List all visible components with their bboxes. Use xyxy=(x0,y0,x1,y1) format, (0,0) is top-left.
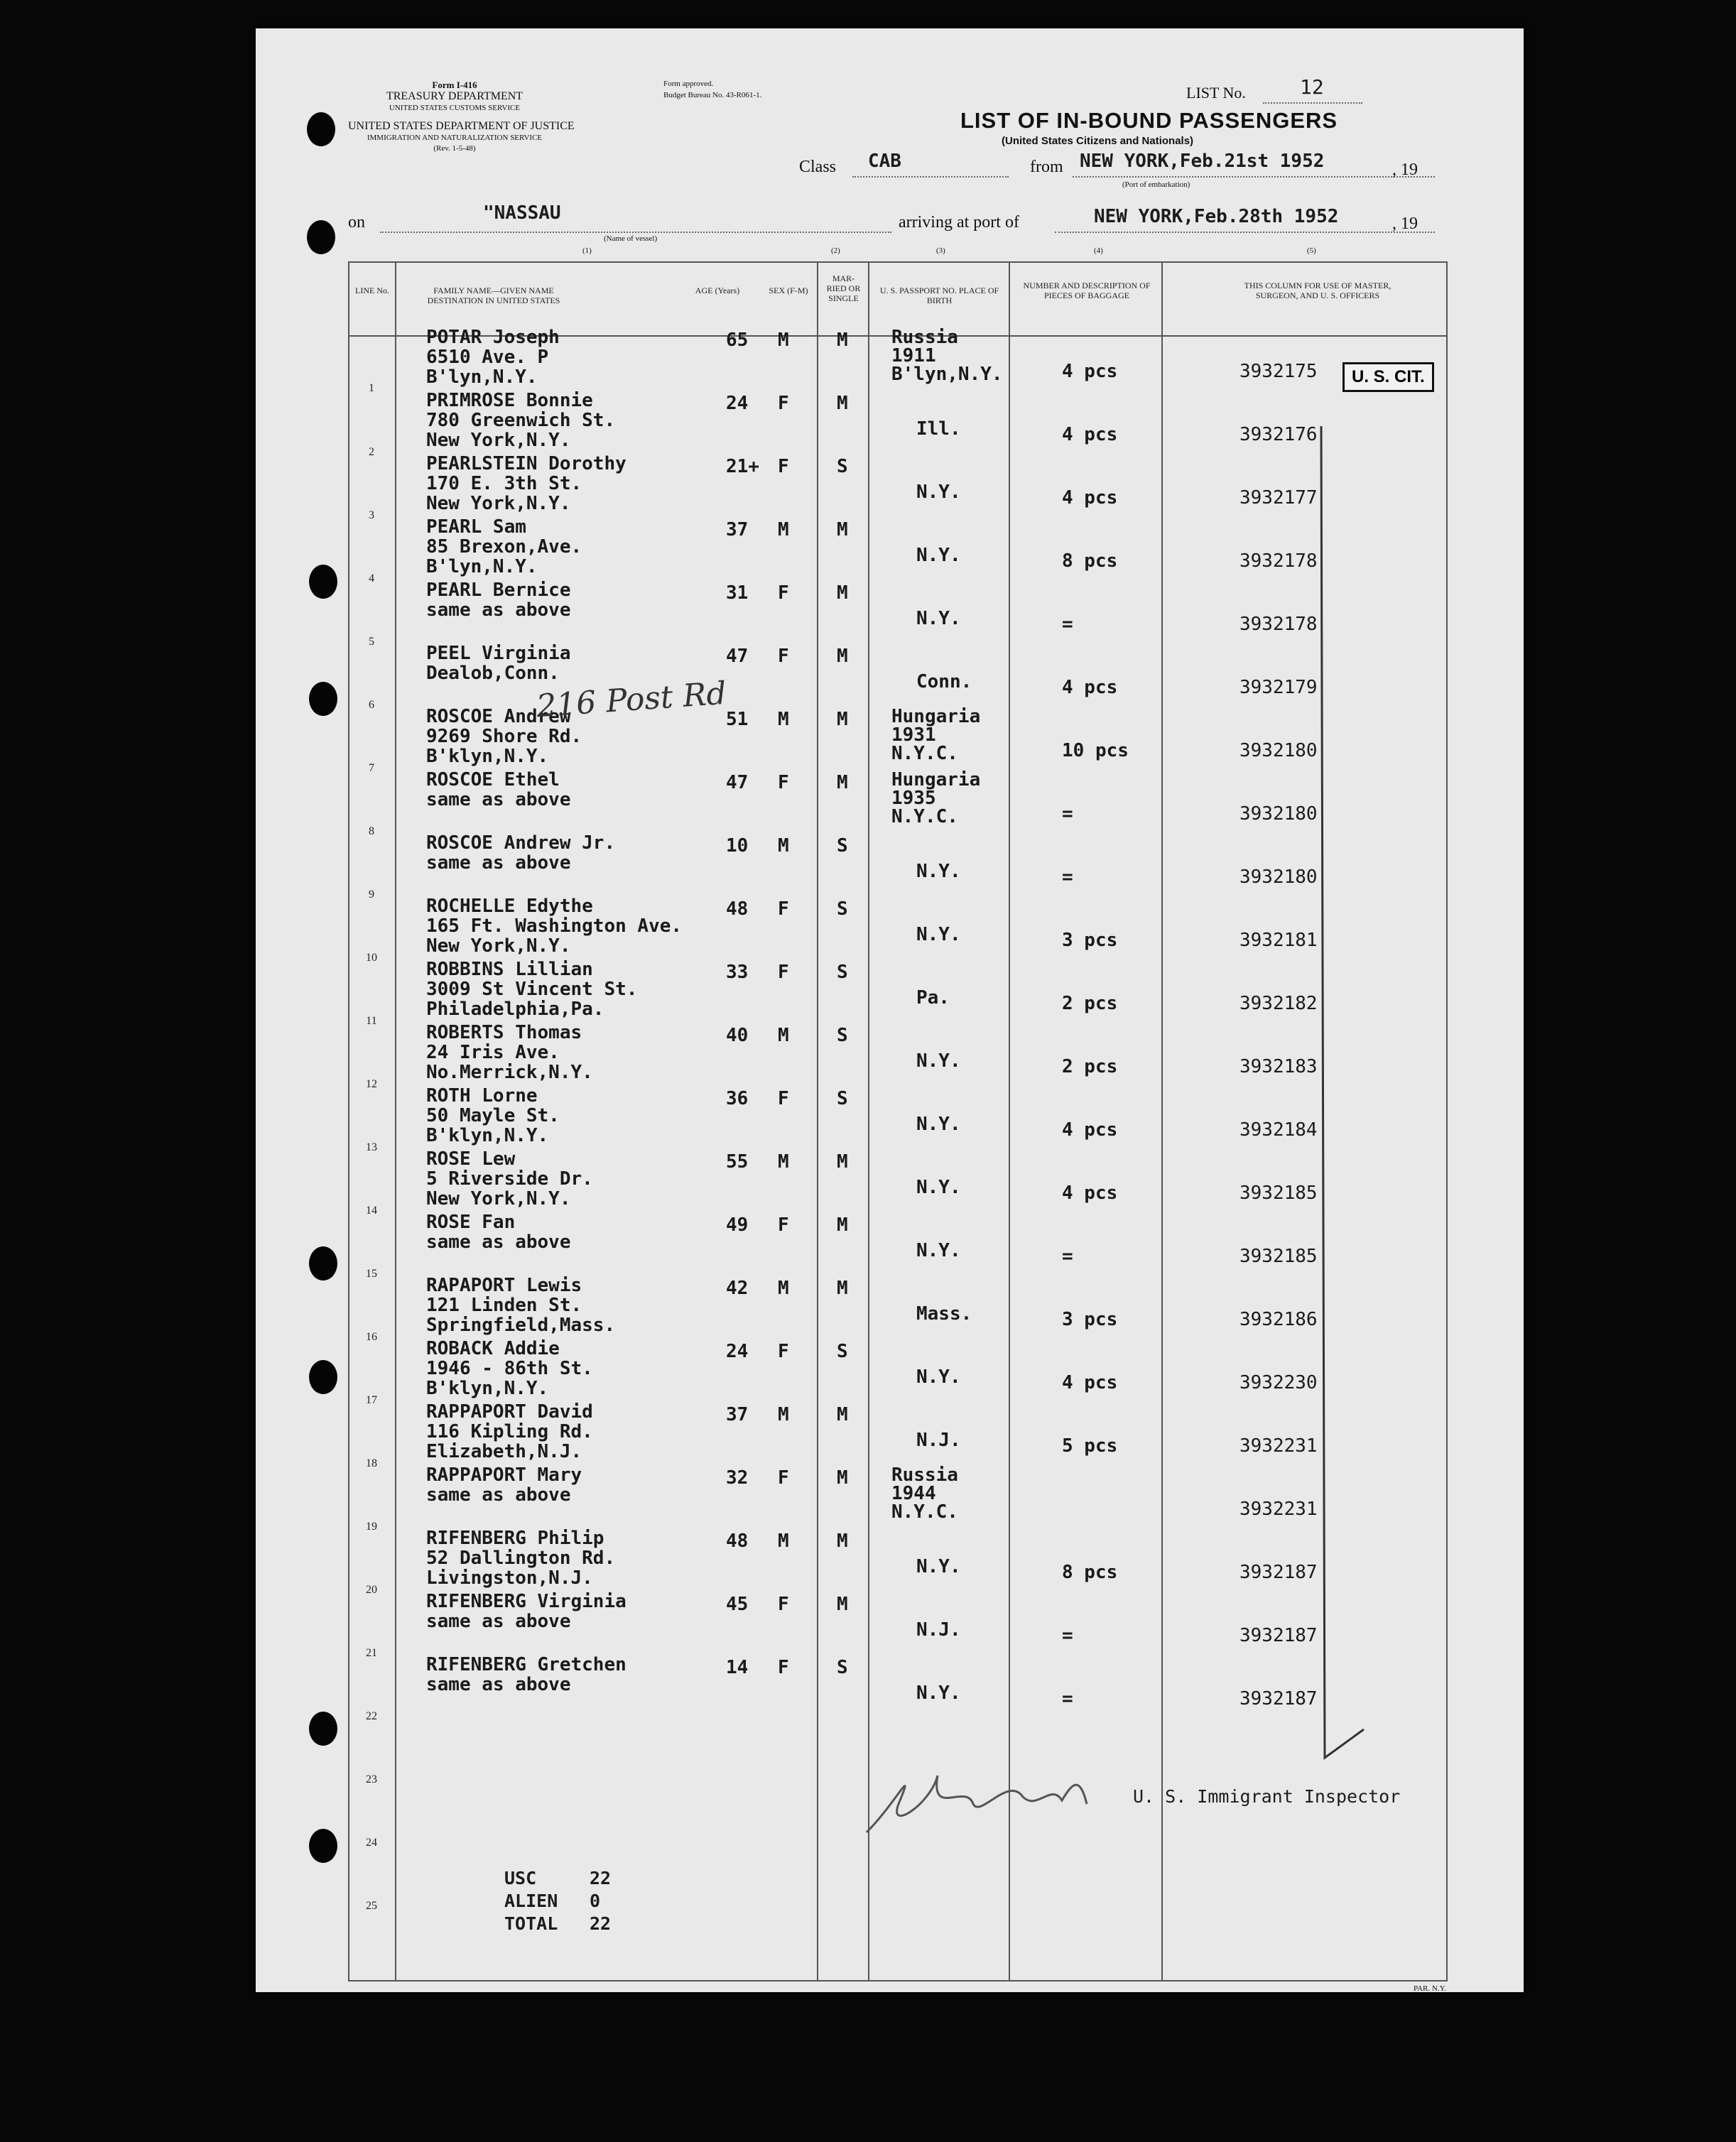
arriving-value: NEW YORK,Feb.28th 1952 xyxy=(1094,206,1339,227)
passenger-name: ROSE Lew xyxy=(426,1148,516,1170)
passenger-address: same as above xyxy=(426,1611,571,1632)
passenger-name: ROSE Fan xyxy=(426,1212,516,1233)
passenger-birthplace: Hungaria xyxy=(891,769,981,790)
manifest-sheet xyxy=(256,28,1524,1992)
col-num-5: (5) xyxy=(1307,246,1316,255)
passenger-marital: M xyxy=(837,646,848,667)
passenger-age: 37 xyxy=(726,519,749,540)
passenger-age: 48 xyxy=(726,1531,749,1552)
passenger-sex: M xyxy=(778,330,789,351)
passenger-birthplace: N.J. xyxy=(916,1619,961,1641)
passenger-age: 10 xyxy=(726,835,749,857)
from-year: , 19 xyxy=(1392,161,1418,179)
on-label: on xyxy=(348,213,365,232)
passenger-birthplace: Mass. xyxy=(916,1303,972,1325)
col-num-2: (2) xyxy=(831,246,840,255)
passenger-address: Livingston,N.J. xyxy=(426,1567,593,1589)
passenger-name: PEARL Bernice xyxy=(426,580,571,601)
line-number: 2 xyxy=(369,446,374,458)
passenger-address: No.Merrick,N.Y. xyxy=(426,1062,593,1083)
passenger-age: 42 xyxy=(726,1278,749,1299)
passenger-birthplace: N.Y. xyxy=(916,1366,961,1388)
passenger-sex: F xyxy=(778,898,789,920)
passenger-sex: F xyxy=(778,772,789,793)
passenger-address: 116 Kipling Rd. xyxy=(426,1421,593,1442)
line-number: 12 xyxy=(366,1078,377,1090)
passenger-baggage: = xyxy=(1062,1625,1073,1646)
passenger-baggage: = xyxy=(1062,1246,1073,1267)
passenger-record-no: 3932180 xyxy=(1239,866,1318,888)
passenger-age: 48 xyxy=(726,898,749,920)
passenger-record-no: 3932178 xyxy=(1239,550,1318,572)
line-number: 1 xyxy=(369,382,374,394)
line-number: 13 xyxy=(366,1141,377,1153)
passenger-name: RIFENBERG Virginia xyxy=(426,1591,626,1612)
passenger-birthplace: N.Y. xyxy=(916,1177,961,1198)
passenger-address: New York,N.Y. xyxy=(426,430,571,451)
passenger-record-no: 3932181 xyxy=(1239,930,1318,951)
passenger-age: 45 xyxy=(726,1594,749,1615)
passenger-baggage: 4 pcs xyxy=(1062,1372,1118,1393)
passenger-marital: M xyxy=(837,330,848,351)
passenger-name: ROBERTS Thomas xyxy=(426,1022,582,1043)
passenger-sex: M xyxy=(778,1531,789,1552)
class-value: CAB xyxy=(868,151,901,172)
passenger-birthplace: N.Y. xyxy=(916,1240,961,1261)
line-number: 14 xyxy=(366,1205,377,1217)
vessel-name: "NASSAU xyxy=(483,202,561,224)
passenger-name: PEEL Virginia xyxy=(426,643,571,664)
header-baggage: NUMBER AND DESCRIPTION OF PIECES OF BAGGAGE xyxy=(1023,281,1151,300)
passenger-marital: M xyxy=(837,582,848,604)
line-number: 6 xyxy=(369,699,374,711)
passenger-address: 50 Mayle St. xyxy=(426,1105,560,1126)
passenger-address: B'klyn,N.Y. xyxy=(426,1125,549,1146)
total-alien-label: ALIEN xyxy=(504,1891,558,1911)
passenger-address: 170 E. 3th St. xyxy=(426,473,582,494)
passenger-sex: F xyxy=(778,1594,789,1615)
passenger-age: 65 xyxy=(726,330,749,351)
arriving-year: , 19 xyxy=(1392,214,1418,233)
passenger-sex: F xyxy=(778,1467,789,1489)
col-num-3: (3) xyxy=(936,246,945,255)
punch-hole xyxy=(309,1829,337,1863)
passenger-sex: F xyxy=(778,1341,789,1362)
passenger-record-no: 3932186 xyxy=(1239,1309,1318,1330)
total-alien-value: 0 xyxy=(590,1891,601,1911)
passenger-birthplace: 1944 xyxy=(891,1483,936,1504)
passenger-sex: M xyxy=(778,709,789,730)
passenger-age: 33 xyxy=(726,962,749,983)
passenger-age: 21+ xyxy=(726,456,759,477)
passenger-birthplace: Ill. xyxy=(916,418,961,440)
inspector-title: U. S. Immigrant Inspector xyxy=(1133,1786,1401,1807)
budget-bureau: Budget Bureau No. 43-R061-1. xyxy=(663,91,762,99)
passenger-marital: S xyxy=(837,1088,848,1109)
col-num-1: (1) xyxy=(582,246,592,255)
passenger-sex: F xyxy=(778,1088,789,1109)
vessel-caption: (Name of vessel) xyxy=(604,234,658,243)
passenger-address: same as above xyxy=(426,1484,571,1506)
passenger-address: same as above xyxy=(426,789,571,810)
passenger-marital: S xyxy=(837,456,848,477)
passenger-marital: M xyxy=(837,1404,848,1425)
passenger-marital: M xyxy=(837,1278,848,1299)
passenger-name: ROBBINS Lillian xyxy=(426,959,593,980)
arriving-label: arriving at port of xyxy=(899,213,1019,232)
passenger-name: RIFENBERG Gretchen xyxy=(426,1654,626,1675)
passenger-marital: S xyxy=(837,962,848,983)
passenger-record-no: 3932178 xyxy=(1239,614,1318,635)
passenger-marital: M xyxy=(837,393,848,414)
passenger-record-no: 3932230 xyxy=(1239,1372,1318,1393)
passenger-name: ROSCOE Andrew xyxy=(426,706,571,727)
punch-hole xyxy=(307,112,335,146)
passenger-sex: F xyxy=(778,456,789,477)
passenger-age: 32 xyxy=(726,1467,749,1489)
printer-mark: PAR. N.Y. xyxy=(1414,1984,1446,1993)
from-value: NEW YORK,Feb.21st 1952 xyxy=(1080,151,1325,172)
passenger-record-no: 3932185 xyxy=(1239,1183,1318,1204)
passenger-baggage: 4 pcs xyxy=(1062,361,1118,382)
passenger-baggage: 4 pcs xyxy=(1062,487,1118,509)
passenger-address: same as above xyxy=(426,1232,571,1253)
passenger-address: 52 Dallington Rd. xyxy=(426,1548,616,1569)
passenger-age: 47 xyxy=(726,772,749,793)
passenger-birthplace: N.Y. xyxy=(916,1556,961,1577)
justice-dept: UNITED STATES DEPARTMENT OF JUSTICE xyxy=(348,120,575,132)
passenger-marital: S xyxy=(837,1341,848,1362)
passenger-sex: F xyxy=(778,962,789,983)
passenger-address: same as above xyxy=(426,1674,571,1695)
line-number: 23 xyxy=(366,1773,377,1785)
passenger-age: 14 xyxy=(726,1657,749,1678)
punch-hole xyxy=(309,682,337,716)
total-all-label: TOTAL xyxy=(504,1913,558,1934)
line-number: 22 xyxy=(366,1710,377,1722)
passenger-marital: M xyxy=(837,1151,848,1173)
passenger-address: same as above xyxy=(426,852,571,874)
us-citizen-stamp: U. S. CIT. xyxy=(1342,362,1434,392)
passenger-baggage: 10 pcs xyxy=(1062,740,1129,761)
passenger-address: New York,N.Y. xyxy=(426,493,571,514)
passenger-name: RIFENBERG Philip xyxy=(426,1528,604,1549)
passenger-birthplace: Hungaria xyxy=(891,706,981,727)
punch-hole xyxy=(309,1246,337,1281)
passenger-marital: S xyxy=(837,1657,848,1678)
passenger-marital: M xyxy=(837,1214,848,1236)
passenger-baggage: 8 pcs xyxy=(1062,550,1118,572)
line-number: 24 xyxy=(366,1837,377,1849)
total-all-value: 22 xyxy=(590,1913,612,1934)
passenger-marital: M xyxy=(837,519,848,540)
line-number: 15 xyxy=(366,1268,377,1280)
header-line-no: LINE No. xyxy=(355,286,389,295)
handwritten-note: 216 Post Rd xyxy=(535,675,728,725)
list-label: LIST No. xyxy=(1186,84,1246,102)
line-number: 25 xyxy=(366,1900,377,1912)
passenger-name: ROBACK Addie xyxy=(426,1338,560,1359)
port-embark-caption: (Port of embarkation) xyxy=(1122,180,1190,189)
passenger-birthplace: N.Y. xyxy=(916,608,961,629)
passenger-name: RAPPAPORT Mary xyxy=(426,1464,582,1486)
line-number: 3 xyxy=(369,509,374,521)
passenger-sex: M xyxy=(778,1278,789,1299)
punch-hole xyxy=(309,1360,337,1394)
from-label: from xyxy=(1030,158,1063,176)
passenger-sex: M xyxy=(778,1151,789,1173)
line-number: 8 xyxy=(369,825,374,837)
passenger-name: PEARL Sam xyxy=(426,516,526,538)
customs-service: UNITED STATES CUSTOMS SERVICE xyxy=(389,104,521,112)
form-number: Form I-416 xyxy=(432,80,477,90)
passenger-address: 24 Iris Ave. xyxy=(426,1042,560,1063)
passenger-baggage: 2 pcs xyxy=(1062,993,1118,1014)
passenger-age: 31 xyxy=(726,582,749,604)
passenger-record-no: 3932187 xyxy=(1239,1688,1318,1709)
line-number: 5 xyxy=(369,636,374,648)
passenger-record-no: 3932182 xyxy=(1239,993,1318,1014)
passenger-address: 6510 Ave. P xyxy=(426,347,549,368)
revision: (Rev. 1-5-48) xyxy=(433,144,476,153)
passenger-record-no: 3932177 xyxy=(1239,487,1318,509)
passenger-record-no: 3932180 xyxy=(1239,740,1318,761)
passenger-birthplace: N.Y. xyxy=(916,545,961,566)
passenger-address: 3009 St Vincent St. xyxy=(426,979,638,1000)
passenger-record-no: 3932179 xyxy=(1239,677,1318,698)
total-usc-label: USC xyxy=(504,1868,537,1888)
passenger-name: ROSCOE Ethel xyxy=(426,769,560,790)
passenger-age: 37 xyxy=(726,1404,749,1425)
passenger-birthplace: Conn. xyxy=(916,671,972,692)
passenger-address: Elizabeth,N.J. xyxy=(426,1441,582,1462)
passenger-age: 40 xyxy=(726,1025,749,1046)
passenger-address: Springfield,Mass. xyxy=(426,1315,616,1336)
passenger-baggage: 3 pcs xyxy=(1062,930,1118,951)
total-usc-value: 22 xyxy=(590,1868,612,1888)
passenger-address: 1946 - 86th St. xyxy=(426,1358,593,1379)
passenger-address: 121 Linden St. xyxy=(426,1295,582,1316)
passenger-name: ROTH Lorne xyxy=(426,1085,538,1107)
passenger-age: 24 xyxy=(726,1341,749,1362)
passenger-record-no: 3932184 xyxy=(1239,1119,1318,1141)
line-number: 18 xyxy=(366,1457,377,1469)
punch-hole xyxy=(307,220,335,254)
list-title: LIST OF IN-BOUND PASSENGERS xyxy=(960,108,1338,133)
treasury-dept: TREASURY DEPARTMENT xyxy=(386,90,523,102)
passenger-record-no: 3932187 xyxy=(1239,1562,1318,1583)
passenger-birthplace: 1911 xyxy=(891,345,936,366)
passenger-address: 85 Brexon,Ave. xyxy=(426,536,582,558)
passenger-record-no: 3932175 xyxy=(1239,361,1318,382)
passenger-birthplace: Pa. xyxy=(916,987,950,1009)
punch-hole xyxy=(309,565,337,599)
passenger-baggage: = xyxy=(1062,803,1073,825)
passenger-address: 165 Ft. Washington Ave. xyxy=(426,915,683,937)
passenger-record-no: 3932176 xyxy=(1239,424,1318,445)
passenger-address: New York,N.Y. xyxy=(426,1188,571,1209)
passenger-marital: S xyxy=(837,835,848,857)
passenger-baggage: = xyxy=(1062,1688,1073,1709)
passenger-baggage: 4 pcs xyxy=(1062,677,1118,698)
passenger-age: 51 xyxy=(726,709,749,730)
header-officers: THIS COLUMN FOR USE OF MASTER, SURGEON, AND U. S. OFFICERS xyxy=(1244,281,1391,300)
passenger-sex: M xyxy=(778,835,789,857)
passenger-marital: S xyxy=(837,1025,848,1046)
list-number: 12 xyxy=(1300,75,1324,99)
passenger-baggage: 4 pcs xyxy=(1062,1119,1118,1141)
passenger-baggage: 3 pcs xyxy=(1062,1309,1118,1330)
passenger-marital: M xyxy=(837,772,848,793)
passenger-birthplace: N.Y.C. xyxy=(891,1501,958,1523)
passenger-baggage: 5 pcs xyxy=(1062,1435,1118,1457)
header-age: AGE (Years) xyxy=(695,286,740,295)
header-name: FAMILY NAME—GIVEN NAME DESTINATION IN UNITED STATES xyxy=(427,286,560,305)
passenger-birthplace: N.Y. xyxy=(916,861,961,882)
passenger-birthplace: N.Y. xyxy=(916,1050,961,1072)
passenger-record-no: 3932231 xyxy=(1239,1435,1318,1457)
passenger-name: RAPPAPORT David xyxy=(426,1401,593,1423)
passenger-age: 36 xyxy=(726,1088,749,1109)
passenger-age: 47 xyxy=(726,646,749,667)
passenger-birthplace: N.Y. xyxy=(916,924,961,945)
passenger-name: ROCHELLE Edythe xyxy=(426,896,593,917)
passenger-address: 9269 Shore Rd. xyxy=(426,726,582,747)
passenger-birthplace: Russia xyxy=(891,327,958,348)
header-married: MAR-RIED OR SINGLE xyxy=(826,273,861,303)
line-number: 16 xyxy=(366,1331,377,1343)
punch-hole xyxy=(309,1712,337,1746)
passenger-name: PEARLSTEIN Dorothy xyxy=(426,453,626,474)
passenger-address: Philadelphia,Pa. xyxy=(426,999,604,1020)
passenger-record-no: 3932231 xyxy=(1239,1499,1318,1520)
passenger-birthplace: N.Y. xyxy=(916,1682,961,1704)
passenger-marital: M xyxy=(837,709,848,730)
passenger-record-no: 3932187 xyxy=(1239,1625,1318,1646)
passenger-sex: M xyxy=(778,519,789,540)
passenger-name: RAPAPORT Lewis xyxy=(426,1275,582,1296)
line-number: 17 xyxy=(366,1394,377,1406)
passenger-baggage: 8 pcs xyxy=(1062,1562,1118,1583)
passenger-sex: F xyxy=(778,1214,789,1236)
line-number: 9 xyxy=(369,888,374,901)
passenger-address: same as above xyxy=(426,599,571,621)
class-label: Class xyxy=(799,158,837,176)
line-number: 11 xyxy=(366,1015,377,1027)
passenger-marital: M xyxy=(837,1467,848,1489)
passenger-address: 5 Riverside Dr. xyxy=(426,1168,593,1190)
passenger-baggage: 4 pcs xyxy=(1062,1183,1118,1204)
line-number: 10 xyxy=(366,952,377,964)
passenger-address: B'lyn,N.Y. xyxy=(426,366,538,388)
passenger-sex: M xyxy=(778,1025,789,1046)
line-number: 7 xyxy=(369,762,374,774)
passenger-age: 49 xyxy=(726,1214,749,1236)
passenger-sex: F xyxy=(778,582,789,604)
passenger-birthplace: 1931 xyxy=(891,724,936,746)
passenger-marital: M xyxy=(837,1531,848,1552)
passenger-birthplace: N.Y. xyxy=(916,1114,961,1135)
passenger-record-no: 3932183 xyxy=(1239,1056,1318,1077)
passenger-age: 24 xyxy=(726,393,749,414)
passenger-name: ROSCOE Andrew Jr. xyxy=(426,832,616,854)
passenger-baggage: = xyxy=(1062,614,1073,635)
passenger-age: 55 xyxy=(726,1151,749,1173)
passenger-marital: S xyxy=(837,898,848,920)
form-approved: Form approved. xyxy=(663,80,714,88)
passenger-record-no: 3932185 xyxy=(1239,1246,1318,1267)
passenger-address: B'lyn,N.Y. xyxy=(426,556,538,577)
passenger-baggage: = xyxy=(1062,866,1073,888)
passenger-address: B'klyn,N.Y. xyxy=(426,1378,549,1399)
passenger-name: PRIMROSE Bonnie xyxy=(426,390,593,411)
passenger-birthplace: Russia xyxy=(891,1464,958,1486)
passenger-sex: F xyxy=(778,646,789,667)
passenger-birthplace: N.J. xyxy=(916,1430,961,1451)
passenger-baggage: 2 pcs xyxy=(1062,1056,1118,1077)
header-sex: SEX (F-M) xyxy=(769,286,808,295)
passenger-record-no: 3932180 xyxy=(1239,803,1318,825)
passenger-birthplace: N.Y. xyxy=(916,482,961,503)
passenger-address: B'klyn,N.Y. xyxy=(426,746,549,767)
passenger-baggage: 4 pcs xyxy=(1062,424,1118,445)
passenger-address: New York,N.Y. xyxy=(426,935,571,957)
list-subtitle: (United States Citizens and Nationals) xyxy=(1002,135,1194,147)
passenger-name: POTAR Joseph xyxy=(426,327,560,348)
passenger-address: Dealob,Conn. xyxy=(426,663,560,684)
line-number: 4 xyxy=(369,572,374,585)
passenger-birthplace: B'lyn,N.Y. xyxy=(891,364,1003,385)
passenger-sex: F xyxy=(778,1657,789,1678)
passenger-sex: M xyxy=(778,1404,789,1425)
ins-service: IMMIGRATION AND NATURALIZATION SERVICE xyxy=(367,134,543,142)
passenger-marital: M xyxy=(837,1594,848,1615)
line-number: 20 xyxy=(366,1584,377,1596)
line-number: 21 xyxy=(366,1647,377,1659)
col-num-4: (4) xyxy=(1094,246,1103,255)
header-passport: U. S. PASSPORT NO. PLACE OF BIRTH xyxy=(879,286,999,305)
passenger-sex: F xyxy=(778,393,789,414)
passenger-address: 780 Greenwich St. xyxy=(426,410,616,431)
passenger-birthplace: N.Y.C. xyxy=(891,743,958,764)
passenger-birthplace: N.Y.C. xyxy=(891,806,958,827)
passenger-birthplace: 1935 xyxy=(891,788,936,809)
line-number: 19 xyxy=(366,1521,377,1533)
